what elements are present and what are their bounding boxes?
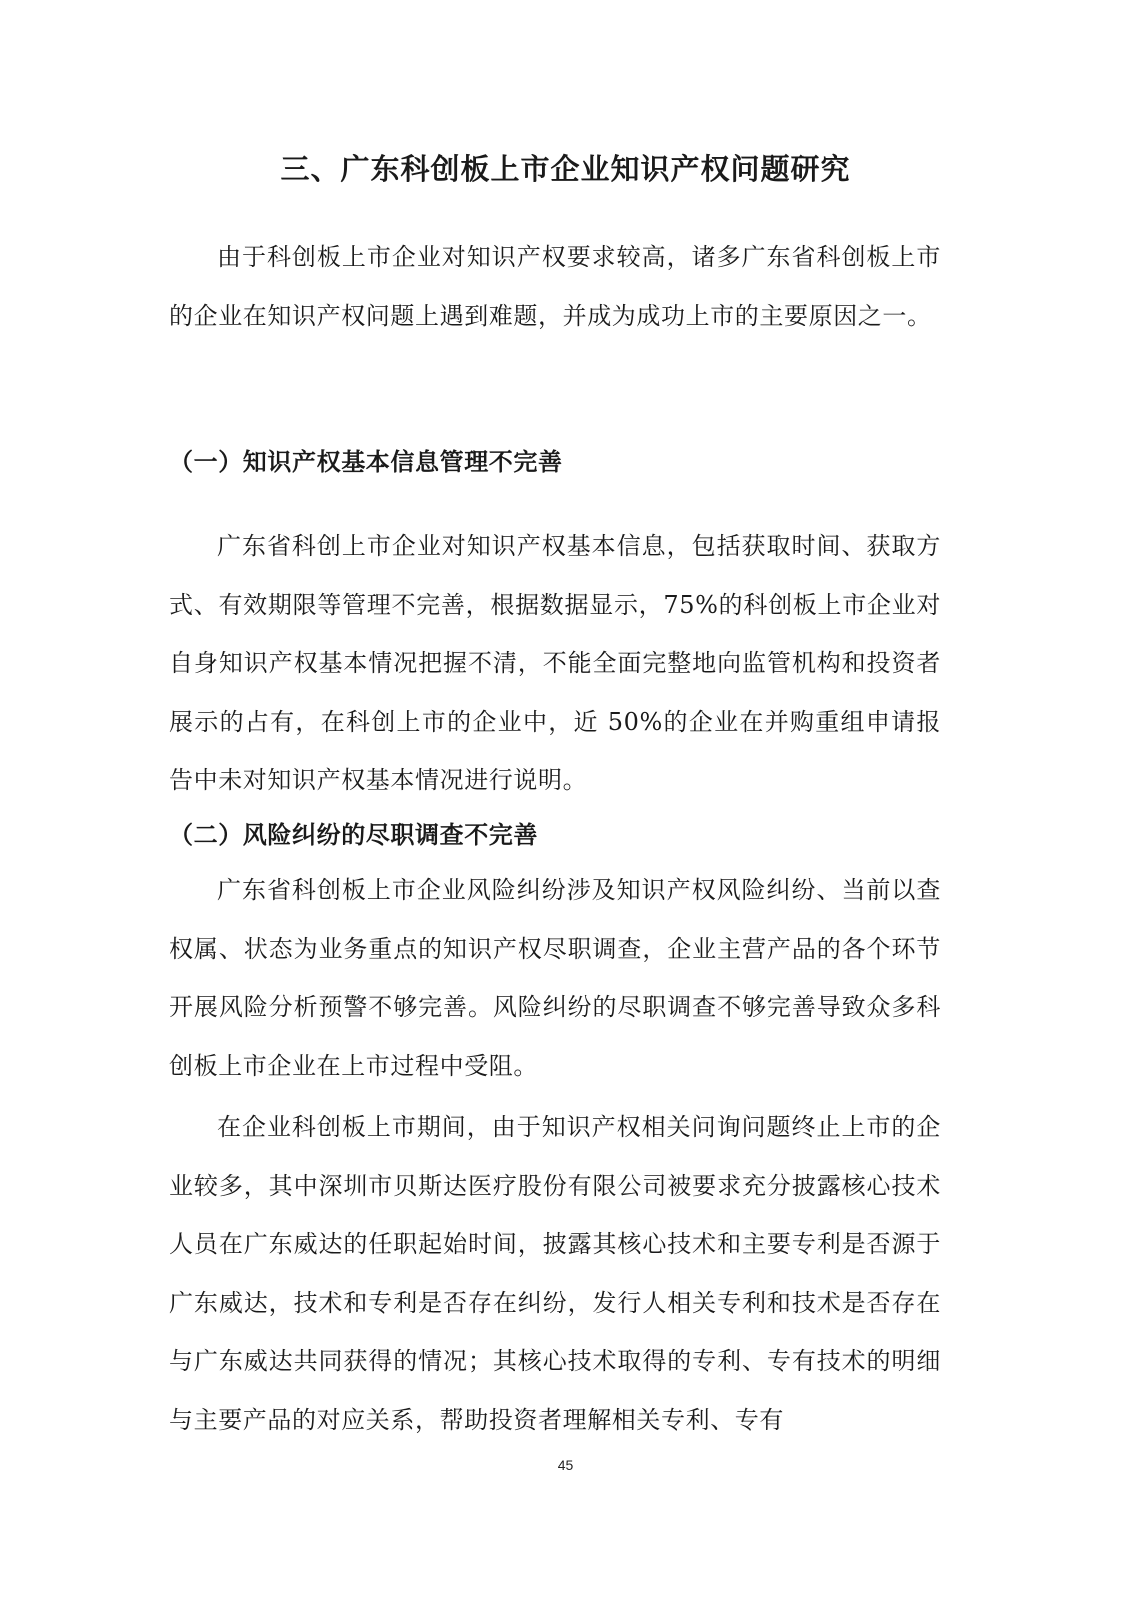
intro-paragraph: 由于科创板上市企业对知识产权要求较高，诸多广东省科创板上市的企业在知识产权问题上遇到难题，并成为成功上市的主要原因之一。 — [169, 243, 941, 330]
section-2-paragraph-2: 在企业科创板上市期间，由于知识产权相关问询问题终止上市的企业较多，其中深圳市贝斯达医疗股份有限公司被要求充分披露核心技术人员在广东威达的任职起始时间，披露其核心技术和主要专利是否源于广东威达，技术和专利是否存在纠纷，发行人相关专利和技术是否存在与广东威达共同获得的情况；其核心技术取得的专利、专有技术的明细与主要产品的对应关系，帮助投资者理解相关专利、专有 — [169, 1113, 941, 1434]
section-1-paragraph: 广东省科创上市企业对知识产权基本信息，包括获取时间、获取方式、有效期限等管理不完善，根据数据显示，75%的科创板上市企业对自身知识产权基本情况把握不清，不能全面完整地向监管机构和投资者展示的占有，在科创上市的企业中，近 50%的企业在并购重组申请报告中未对知识产权基本情况进行说明。 — [169, 532, 941, 794]
section-1-heading: （一）知识产权基本信息管理不完善 — [169, 447, 563, 476]
chapter-title: 三、广东科创板上市企业知识产权问题研究 — [280, 152, 851, 186]
section-2-paragraph-1: 广东省科创板上市企业风险纠纷涉及知识产权风险纠纷、当前以查权属、状态为业务重点的知识产权尽职调查，企业主营产品的各个环节开展风险分析预警不够完善。风险纠纷的尽职调查不够完善导致众多科创板上市企业在上市过程中受阻。 — [169, 876, 941, 1080]
section-2-heading: （二）风险纠纷的尽职调查不完善 — [169, 820, 538, 849]
page-number: 45 — [557, 1457, 574, 1473]
